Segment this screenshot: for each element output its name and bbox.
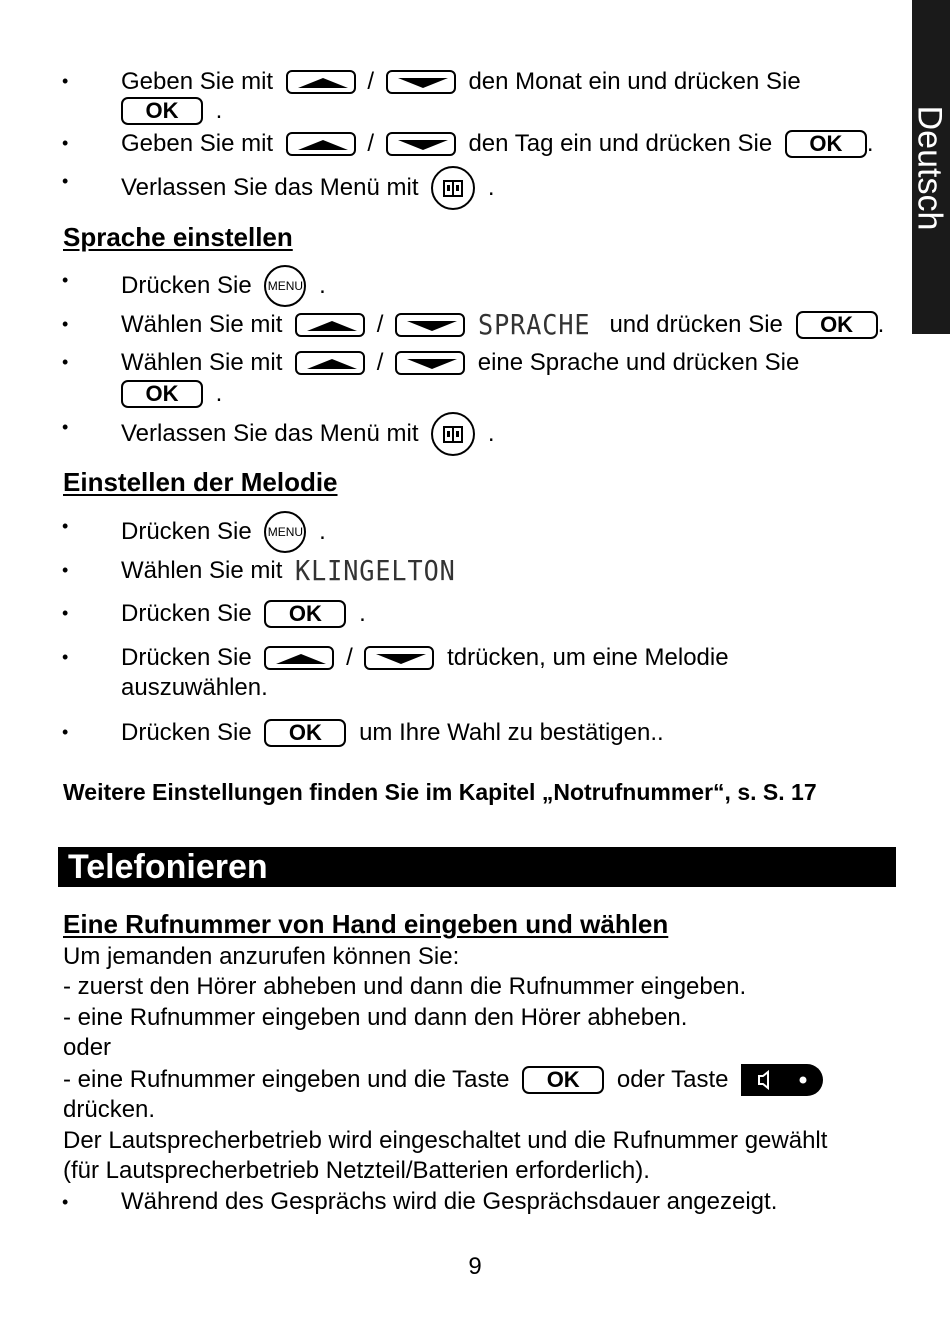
- bullet: •: [62, 71, 69, 91]
- ok-key-icon: OK: [522, 1066, 604, 1094]
- up-key-icon: [295, 351, 365, 375]
- bullet: •: [62, 352, 69, 372]
- down-key-icon: [364, 646, 434, 670]
- sprache-bullet-3-cont: OK .: [121, 378, 222, 408]
- melodie-bullet-5: Drücken Sie OK um Ihre Wahl zu bestätigen..: [121, 718, 664, 746]
- paragraph-line: - zuerst den Hörer abheben und dann die Rufnummer eingeben.: [63, 973, 747, 1000]
- menu-key-icon: MENU: [264, 265, 306, 307]
- heading-rufnummer: Eine Rufnummer von Hand eingeben und wählen: [63, 909, 669, 939]
- telefonieren-bullet-1: Während des Gesprächs wird die Gesprächsdauer angezeigt.: [121, 1188, 778, 1215]
- ok-key-icon: OK: [785, 130, 867, 158]
- ok-key-icon: OK: [121, 97, 203, 125]
- up-key-icon: [295, 313, 365, 337]
- down-key-icon: [386, 70, 456, 94]
- bullet: •: [62, 516, 69, 536]
- date-bullet-1-cont: OK .: [121, 95, 222, 125]
- ok-key-icon: OK: [121, 380, 203, 408]
- bullet: •: [62, 603, 69, 623]
- ok-key-icon: OK: [264, 600, 346, 628]
- sprache-bullet-2: Wählen Sie mit / SPRACHE und drücken Sie OK .: [121, 307, 885, 341]
- ok-key-icon: OK: [796, 311, 878, 339]
- bullet: •: [62, 133, 69, 153]
- date-bullet-1: Geben Sie mit / den Monat ein und drücken Sie: [121, 67, 801, 95]
- up-key-icon: [264, 646, 334, 670]
- bullet: •: [62, 647, 69, 667]
- paragraph-line: Der Lautsprecherbetrieb wird eingeschaltet und die Rufnummer gewählt: [63, 1127, 828, 1154]
- sprache-bullet-3: Wählen Sie mit / eine Sprache und drücken Sie: [121, 348, 800, 376]
- ok-key-icon: OK: [264, 719, 346, 747]
- sprache-bullet-4: Verlassen Sie das Menü mit .: [121, 412, 495, 442]
- melodie-bullet-4-cont: auszuwählen.: [121, 674, 268, 701]
- melodie-bullet-1: Drücken Sie MENU .: [121, 511, 326, 541]
- paragraph-line: - eine Rufnummer eingeben und dann den Hörer abheben.: [63, 1004, 688, 1031]
- menu-key-icon: MENU: [264, 511, 306, 553]
- bullet: •: [62, 171, 69, 191]
- phonebook-key-icon: [431, 166, 475, 210]
- speaker-key-icon: [741, 1064, 823, 1096]
- heading-sprache: Sprache einstellen: [63, 222, 293, 252]
- down-key-icon: [395, 351, 465, 375]
- section-title-telefonieren: Telefonieren: [58, 847, 896, 887]
- bullet: •: [62, 417, 69, 437]
- heading-melodie: Einstellen der Melodie: [63, 467, 338, 497]
- melodie-bullet-3: Drücken Sie OK .: [121, 599, 366, 627]
- paragraph-line: (für Lautsprecherbetrieb Netzteil/Batterien erforderlich).: [63, 1157, 650, 1184]
- down-key-icon: [395, 313, 465, 337]
- paragraph-line: oder: [63, 1034, 112, 1061]
- down-key-icon: [386, 132, 456, 156]
- lcd-text-klingelton: KLINGELTON: [295, 553, 456, 587]
- bullet: •: [62, 270, 69, 290]
- up-key-icon: [286, 132, 356, 156]
- note-text: Weitere Einstellungen finden Sie im Kapitel „Notrufnummer“, s. S. 17: [63, 779, 817, 805]
- melodie-bullet-2: Wählen Sie mit KLINGELTON: [121, 553, 456, 587]
- melodie-bullet-4: Drücken Sie / tdrücken, um eine Melodie: [121, 643, 729, 671]
- bullet: •: [62, 560, 69, 580]
- page-number: 9: [468, 1253, 482, 1280]
- bullet: •: [62, 1192, 69, 1212]
- paragraph-line: Um jemanden anzurufen können Sie:: [63, 943, 460, 970]
- date-bullet-3: Verlassen Sie das Menü mit .: [121, 166, 495, 196]
- date-bullet-2: Geben Sie mit / den Tag ein und drücken Sie OK .: [121, 129, 874, 157]
- up-key-icon: [286, 70, 356, 94]
- paragraph-line: drücken.: [63, 1096, 156, 1123]
- paragraph-line-keys: - eine Rufnummer eingeben und die Taste OK oder Taste: [63, 1064, 823, 1094]
- language-tab-corner: [912, 290, 950, 336]
- bullet: •: [62, 722, 69, 742]
- language-tab-label: Deutsch: [910, 105, 949, 231]
- phonebook-key-icon: [431, 412, 475, 456]
- lcd-text-sprache: SPRACHE: [477, 307, 591, 341]
- sprache-bullet-1: Drücken Sie MENU .: [121, 265, 326, 295]
- bullet: •: [62, 314, 69, 334]
